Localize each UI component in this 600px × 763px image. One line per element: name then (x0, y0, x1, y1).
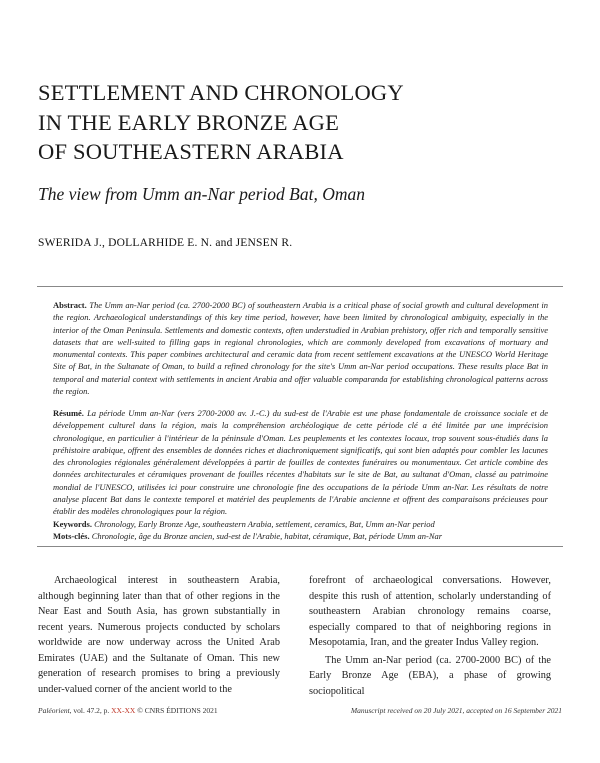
resume-paragraph (53, 407, 548, 518)
title-line-2: IN THE EARLY BRONZE AGE (38, 109, 340, 135)
keywords-text: Chronology, Early Bronze Age, southeastern Arabia, settlement, ceramics, Bat, Umm an-Nar period (94, 519, 435, 529)
mots-cles-line (53, 530, 553, 542)
resume-label: Résumé. (53, 408, 84, 418)
manuscript-dates: Manuscript received on 20 July 2021, accepted on 16 September 2021 (350, 706, 562, 715)
journal-citation (38, 706, 218, 715)
body-paragraph: forefront of archaeological conversations. However, despite this rush of attention, scholarly understanding of southeastern Arabian chronology remains coarse, especially compared to that of neighboring regions in Mesopotamia, Iran, and the greater Indus Valley region. (309, 575, 551, 648)
body-column-right (309, 573, 551, 699)
title-line-1: SETTLEMENT AND CHRONOLOGY (38, 80, 404, 105)
body-paragraph: Archaeological interest in southeastern Arabia, although beginning later than that of other regions in the Near East and South Asia, has grown substantially in recent years. Numerous projects conducted by scholars worldwide are now underway across the United Arab Emirates (UAE) and the Sultanate of Oman. This new generation of research promises to bring a previously under-valued corner of the ancient world to the (38, 575, 280, 695)
mots-cles-label: Mots-clés. (53, 531, 90, 541)
keywords-label: Keywords. (53, 519, 92, 529)
body-column-left (38, 573, 280, 697)
resume-text: La période Umm an-Nar (vers 2700-2000 av. J.-C.) du sud-est de l'Arabie est une phase fondamentale de croissance sociale et de développement culturel dans la région, mais la compréhension archéologique de cette période clé a été limitée par une imprécision chronologique, en particulier à l'intérieur de la péninsule d'Oman. Les peuplements et les contextes locaux, trop souvent sous-étudiés dans la préhistoire arabique, offrent des ensembles de données riches et diachroniquement significatifs, qui sont bien adaptés pour combler les lacunes des chronologies régionales généralement développées à partir de fouilles de contextes funéraires ou monumentaux. Cet article combine des données architecturales et céramiques provenant de fouilles récentes d'habitats sur le site de Bat, au sultanat d'Oman, classé au patrimoine mondial de l'UNESCO, utilisées ici pour construire une chronologie fine des occupations de la période Umm an-Nar. Les résultats de notre analyse placent Bat dans le contexte temporel et matériel des peuplements de l'Arabie ancienne et offrent des comparaisons précieuses pour établir des modèles chronologiques pour la région. (53, 408, 549, 517)
journal-name: Paléorient (38, 706, 70, 715)
page-range: XX-XX (111, 706, 136, 715)
keywords-line (53, 518, 553, 530)
abstract-paragraph (53, 299, 548, 397)
body-paragraph: The Umm an-Nar period (ca. 2700-2000 BC) of the Early Bronze Age (EBA), a phase of growing sociopolitical (309, 654, 551, 697)
copyright-notice: © CNRS ÉDITIONS 2021 (135, 706, 218, 715)
author-list: SWERIDA J., DOLLARHIDE E. N. and JENSEN R. (38, 237, 293, 249)
abstract-label: Abstract. (53, 300, 87, 310)
journal-volume: , vol. 47.2, p. (69, 706, 112, 715)
title-line-3: OF SOUTHEASTERN ARABIA (38, 139, 344, 164)
article-subtitle: The view from Umm an-Nar period Bat, Oman (38, 184, 365, 204)
article-title (38, 78, 558, 167)
mots-cles-text: Chronologie, âge du Bronze ancien, sud-est de l'Arabie, habitat, céramique, Bat, période Umm an-Nar (91, 531, 443, 541)
abstract-text: The Umm an-Nar period (ca. 2700-2000 BC) of southeastern Arabia is a critical phase of social growth and cultural development in the region. Archaeological understandings of this key time period, however, have been limited by chronological ambiguity, especially in the interior of the Oman Peninsula. Settlements and domestic contexts, often understudied in Arabian prehistory, offer rich and temporally sensitive datasets that are well-suited to filling gaps in regional chronologies, which are commonly developed from excavations of mortuary and monumental contexts. This paper combines architectural and ceramic data from recent settlement excavations at the UNESCO World Heritage Site of Bat, in the Sultanate of Oman, to build a refined chronology for the site's Umm an-Nar period occupations. These results place Bat in temporal and material context with settlements in ancient Arabia and offer valuable comparanda for establishing chronological patterns across the region. (53, 300, 548, 397)
